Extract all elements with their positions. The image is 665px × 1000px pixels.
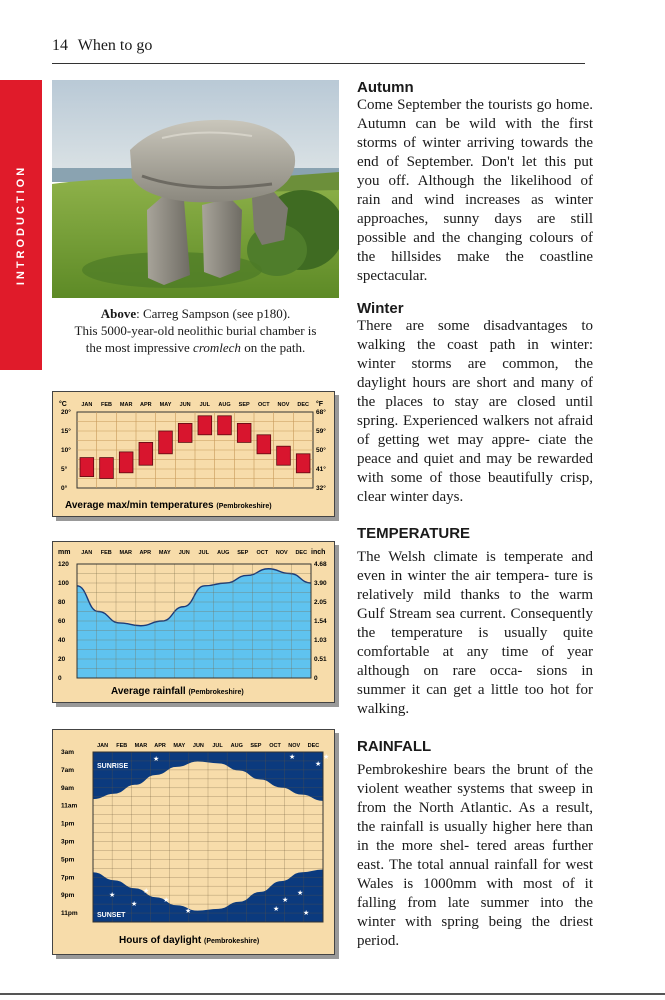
star-icon: ★ <box>303 910 310 917</box>
day-tick-left: 5pm <box>61 856 75 864</box>
rainfall-chart <box>52 541 335 703</box>
daylight-chart-svg <box>53 730 334 954</box>
daylight-chart-title <box>119 935 259 946</box>
day-tick-left: 7am <box>61 766 75 774</box>
rain-tick-left: 60 <box>58 618 66 625</box>
day-month-label: AUG <box>230 743 243 749</box>
temp-bar <box>277 446 291 465</box>
temp-month-label: AUG <box>218 402 231 408</box>
caption-line-2: This 5000-year-old neolithic burial chamber is <box>74 323 317 338</box>
temp-bar <box>237 423 251 442</box>
temp-month-label: JUL <box>199 402 211 408</box>
day-month-label: MAR <box>134 743 148 749</box>
temp-tick-left: 10° <box>61 447 71 454</box>
dolmen-photo <box>52 80 339 298</box>
star-icon: ★ <box>282 897 289 904</box>
temp-tick-right: 59° <box>316 428 326 435</box>
caption-line-3 <box>52 339 339 356</box>
page-bottom-edge <box>0 993 665 995</box>
rain-tick-left: 40 <box>58 637 66 644</box>
section-temperature <box>357 525 593 719</box>
temp-bar <box>296 454 310 473</box>
temp-bar <box>257 435 271 454</box>
temp-month-label: OCT <box>258 402 270 408</box>
day-month-label: FEB <box>116 743 128 749</box>
star-icon: ★ <box>273 906 280 913</box>
daylight-chart <box>52 729 335 955</box>
temperature-chart <box>52 391 335 517</box>
rain-unit-right: inch <box>311 549 326 556</box>
rain-tick-left: 100 <box>58 580 69 587</box>
caption-text-3a: the most impressive <box>85 340 194 355</box>
temp-tick-right: 50° <box>316 447 326 454</box>
rain-tick-right: 3.90 <box>314 580 327 587</box>
star-icon: ★ <box>289 754 296 761</box>
star-icon: ★ <box>153 756 160 763</box>
rain-tick-left: 20 <box>58 656 66 663</box>
temp-tick-right: 41° <box>316 466 326 473</box>
temp-bar <box>218 416 232 435</box>
temp-tick-right: 32° <box>316 485 326 492</box>
day-month-label: APR <box>154 743 166 749</box>
temp-month-label: MAR <box>119 402 133 408</box>
temp-month-label: NOV <box>277 402 290 408</box>
section-heading: RAINFALL <box>357 738 432 755</box>
rain-tick-left: 0 <box>58 675 62 682</box>
rain-month-label: JAN <box>81 550 93 556</box>
day-tick-left: 11am <box>61 802 78 810</box>
caption-text-3b: on the path. <box>240 340 306 355</box>
day-month-label: SEP <box>250 743 262 749</box>
star-icon: ★ <box>163 897 170 904</box>
section-heading: Winter <box>357 300 404 317</box>
section-heading: Autumn <box>357 79 414 96</box>
section-body: Come September the tourists go home. Autumn can be wild with the first storms of winter arriving towards the end of September. Don't let this put you off. Although the likelihood of rain and wind increases as winter approaches, sunny days are still possible and the changing colours of the hillsides make the coastline spectacular. <box>357 97 593 284</box>
section-rainfall <box>357 738 593 951</box>
day-tick-left: 9am <box>61 784 75 792</box>
caption-line-1 <box>52 305 339 322</box>
star-icon: ★ <box>131 901 138 908</box>
rain-tick-right: 1.03 <box>314 637 327 644</box>
day-tick-left: 1pm <box>61 820 75 828</box>
rain-month-label: APR <box>139 550 152 556</box>
temp-tick-left: 20° <box>61 409 71 416</box>
caption-text-1: : Carreg Sampson (see p180). <box>136 306 291 321</box>
section-tab-label: INTRODUCTION <box>15 164 28 286</box>
page-header <box>52 37 152 55</box>
temp-bar <box>198 416 212 435</box>
temp-month-label: DEC <box>297 402 309 408</box>
temp-bar <box>119 452 133 473</box>
photo-caption <box>52 305 339 356</box>
day-tick-left: 11pm <box>61 910 78 918</box>
temp-bar <box>178 423 192 442</box>
day-month-label: JUN <box>192 743 204 749</box>
rain-month-label: SEP <box>237 550 249 556</box>
page-number: 14 <box>52 37 68 54</box>
day-month-label: JAN <box>97 743 109 749</box>
day-tick-left: 3pm <box>61 838 75 846</box>
day-title-main: Hours of daylight <box>119 935 202 946</box>
rain-title-sub: (Pembrokeshire) <box>188 689 244 696</box>
section-tab <box>0 80 42 370</box>
section-heading: TEMPERATURE <box>357 525 471 542</box>
temp-month-label: SEP <box>238 402 250 408</box>
section-body: There are some disadvantages to walking the coast path in winter: winter storms are common, the daylight hours are short and many of the places to stay are closed until spring. Experienced walkers not afraid of getting wet may appre- ciate the peace and quiet and may be rewarded with some of those beautifully crisp, clear winter days. <box>357 318 593 505</box>
rain-month-label: MAR <box>119 550 133 556</box>
day-tick-left: 7pm <box>61 874 75 882</box>
day-title-sub: (Pembrokeshire) <box>204 938 260 945</box>
day-month-label: MAY <box>173 743 186 749</box>
day-tick-left: 9pm <box>61 892 75 900</box>
caption-bold: Above <box>100 306 137 321</box>
rain-chart-title <box>111 686 244 697</box>
rain-tick-right: 4.68 <box>314 561 327 568</box>
rain-month-label: JUN <box>178 550 190 556</box>
rain-tick-right: 0 <box>314 675 318 682</box>
temp-bar <box>100 458 114 479</box>
section-body: The Welsh climate is temperate and even in winter the air tempera- ture is relatively mild thanks to the warm Gulf Stream sea current. Consequently the temperature is usually quite comfortable at any time of year although on rare occa- sions in summer it can get a little too hot for walking. <box>357 549 593 717</box>
header-divider <box>52 63 585 64</box>
rain-month-label: DEC <box>295 550 308 556</box>
rain-tick-right: 0.51 <box>314 656 327 663</box>
rain-month-label: OCT <box>256 550 269 556</box>
star-icon: ★ <box>315 761 322 768</box>
temp-month-label: APR <box>140 402 152 408</box>
temp-title-sub: (Pembrokeshire) <box>216 503 272 510</box>
temp-month-label: MAY <box>159 402 172 408</box>
day-month-label: JUL <box>212 743 223 749</box>
section-autumn <box>357 79 593 286</box>
star-icon: ★ <box>297 890 304 897</box>
temp-bar <box>139 442 153 465</box>
temp-tick-left: 5° <box>61 466 68 473</box>
section-winter <box>357 300 593 507</box>
day-tick-left: 3am <box>61 749 75 756</box>
day-month-label: NOV <box>288 743 301 749</box>
day-month-label: DEC <box>307 743 320 749</box>
temp-month-label: JUN <box>179 402 191 408</box>
star-icon: ★ <box>185 908 192 915</box>
sunrise-label: SUNRISE <box>97 763 129 770</box>
sunset-label: SUNSET <box>97 912 126 919</box>
rain-unit-left: mm <box>58 549 71 556</box>
day-month-label: OCT <box>269 743 281 749</box>
star-icon: ★ <box>323 754 330 761</box>
temp-bar <box>159 431 173 454</box>
rain-month-label: MAY <box>158 550 171 556</box>
rain-month-label: NOV <box>275 550 288 556</box>
temp-bar <box>80 458 94 477</box>
rain-month-label: FEB <box>100 550 112 556</box>
temp-title-main: Average max/min temperatures <box>65 500 214 511</box>
rainfall-chart-svg <box>53 542 334 702</box>
temp-tick-left: 0° <box>61 485 68 492</box>
temperature-chart-svg <box>53 392 334 516</box>
temp-month-label: JAN <box>81 402 93 408</box>
star-icon: ★ <box>109 892 116 899</box>
temp-tick-left: 15° <box>61 428 71 435</box>
temp-unit-left: °C <box>59 401 67 408</box>
temp-tick-right: 68° <box>316 409 326 416</box>
star-icon: ★ <box>143 888 150 895</box>
rain-tick-left: 80 <box>58 599 66 606</box>
rain-month-label: JUL <box>198 550 209 556</box>
temp-month-label: FEB <box>101 402 112 408</box>
rain-tick-left: 120 <box>58 561 69 568</box>
rain-tick-right: 2.05 <box>314 599 327 606</box>
chapter-title: When to go <box>77 37 153 54</box>
section-body: Pembrokeshire bears the brunt of the violent weather systems that sweep in from the North Atlantic. As a result, the rainfall is usually higher here than in the more shel- tered areas further east. The total annual rainfall for west Wales is 1000mm with most of it falling from late summer into the winter with spring being the driest period. <box>357 762 593 949</box>
caption-italic: cromlech <box>193 340 241 355</box>
temp-chart-title <box>65 500 272 511</box>
rain-title-main: Average rainfall <box>111 686 186 697</box>
rain-tick-right: 1.54 <box>314 618 327 625</box>
rain-month-label: AUG <box>217 550 230 556</box>
temp-unit-right: °F <box>316 401 324 408</box>
